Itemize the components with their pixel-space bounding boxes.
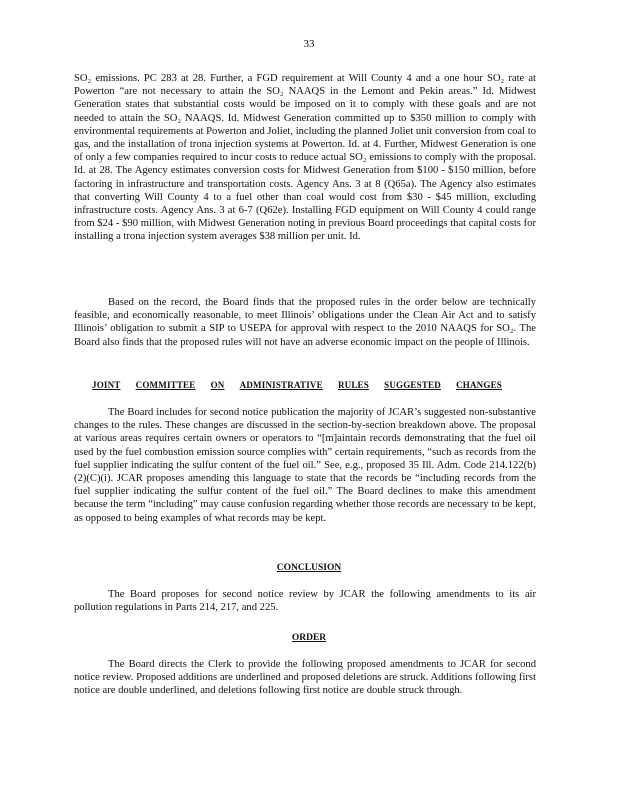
order-heading: ORDER	[291, 633, 327, 643]
paragraph-board-findings	[74, 296, 536, 349]
paragraph-order	[74, 658, 536, 698]
heading-word: RULES	[337, 380, 369, 390]
paragraph-text: Based on the record, the Board finds that the proposed rules in the order below are technically feasible, and economically reasonable, to meet Illinois’ obligations under the Clean Air Act and to satisfy Illinois’ obligation to submit a SIP to USEPA for approval with respect to the 2010 NAAQS for SO₂. The Board also finds that the proposed rules will not have an adverse economic impact on the people of Illinois.	[74, 297, 536, 348]
jcar-section-heading	[92, 379, 502, 392]
paragraph-text: The Board includes for second notice publication the majority of JCAR’s suggested non-substantive changes to the rules. These changes are discussed in the section-by-section breakdown above. The proposal at various areas requires certain owners or operators to “[m]aintain records demonstrating that the fuel oil used by the fuel combustion emission source complies with” certain requirements, “such as records from the fuel supplier indicating the sulfur content of the fuel oil.” See, e.g., proposed 35 Ill. Adm. Code 214.122(b)(2)(C)(i). JCAR proposes amending this language to state that the records be “including records from the fuel supplier indicating the sulfur content of the fuel oil.” The Board declines to make this amendment because the term “including” may cause confusion regarding whether those records are necessary to be kept, as opposed to being examples of what records may be kept.	[74, 407, 536, 524]
conclusion-heading: CONCLUSION	[276, 563, 342, 573]
paragraph-text: SO₂ emissions. PC 283 at 28. Further, a FGD requirement at Will County 4 and a one hour SO₂ rate at Powerton “are not necessary to attain the SO₂ NAAQS in the Lemont and Pekin areas.” Id. Midwest Generation states that substantial costs would be imposed on it to comply with these goals and are not needed to attain the SO₂ NAAQS. Id. Midwest Generation committed up to $350 million to comply with environmental requirements at Powerton and Joliet, including the planned Joliet unit conversion from coal to gas, and the installation of trona injection systems at Powerton. Id. at 4. Further, Midwest Generation is one of only a few companies required to incur costs to reduce actual SO₂ emissions to comply with the proposal. Id. at 28. The Agency estimates conversion costs for Midwest Generation from $100 - $150 million, before factoring in infrastructure and transportation costs. Agency Ans. 3 at 8 (Q65a). The Agency also estimates that converting Will County 4 to a fuel other than coal would cost from $30 - $45 million, excluding infrastructure costs. Agency Ans. 3 at 6-7 (Q62e). Installing FGD equipment on Will County 4 could range from $24 - $90 million, with Midwest Generation noting in previous Board proceedings that capital costs for installing a trona injection system averages $38 million per unit. Id.	[74, 73, 536, 243]
paragraph-text: The Board directs the Clerk to provide the following proposed amendments to JCAR for second notice review. Proposed additions are underlined and proposed deletions are struck. Additions following first notice are double underlined, and deletions following first notice are double struck through.	[74, 659, 536, 697]
heading-word: ADMINISTRATIVE	[239, 380, 323, 390]
heading-word: COMMITTEE	[135, 380, 196, 390]
paragraph-cost-estimates	[74, 72, 536, 244]
paragraph-text: The Board proposes for second notice review by JCAR the following amendments to its air pollution regulations in Parts 214, 217, and 225.	[74, 589, 536, 614]
page-number: 33	[303, 38, 315, 50]
heading-word: ON	[210, 380, 225, 390]
paragraph-conclusion	[74, 588, 536, 614]
paragraph-jcar-changes	[74, 406, 536, 525]
heading-word: SUGGESTED	[384, 380, 441, 390]
heading-word: CHANGES	[456, 380, 502, 390]
heading-word: JOINT	[92, 380, 121, 390]
